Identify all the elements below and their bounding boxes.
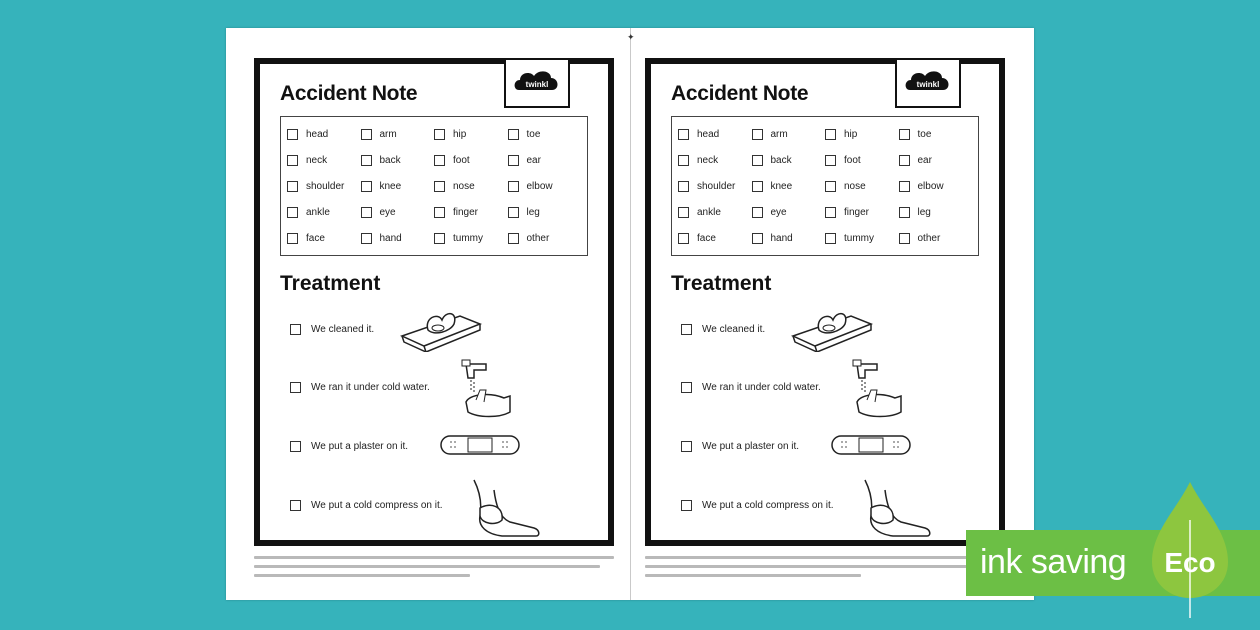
ink-saving-label: ink saving <box>980 543 1127 581</box>
page-title: Accident Note <box>671 82 809 105</box>
checkbox[interactable] <box>899 233 910 244</box>
checkbox[interactable] <box>678 129 689 140</box>
wipes-icon <box>789 302 875 352</box>
body-parts-grid <box>280 116 588 256</box>
body-part-item: neck <box>678 147 752 173</box>
body-parts-grid <box>671 116 979 256</box>
treatment-item: We ran it under cold water. <box>290 382 430 393</box>
tap-water-icon <box>460 356 516 422</box>
accident-note-page-left <box>254 58 614 546</box>
checkbox[interactable] <box>678 207 689 218</box>
checkbox[interactable] <box>825 207 836 218</box>
body-part-item: ear <box>508 147 582 173</box>
body-part-item: back <box>752 147 826 173</box>
body-part-item: toe <box>899 121 973 147</box>
checkbox[interactable] <box>434 129 445 140</box>
printable-sheet <box>226 28 1034 600</box>
checkbox[interactable] <box>361 129 372 140</box>
body-part-item: shoulder <box>678 173 752 199</box>
body-part-item: head <box>678 121 752 147</box>
checkbox[interactable] <box>825 233 836 244</box>
checkbox[interactable] <box>899 155 910 166</box>
checkbox[interactable] <box>508 129 519 140</box>
body-part-item: toe <box>508 121 582 147</box>
treatment-item: We cleaned it. <box>290 324 374 335</box>
body-part-item: leg <box>508 199 582 225</box>
body-part-item: other <box>899 225 973 251</box>
checkbox[interactable] <box>361 181 372 192</box>
checkbox[interactable] <box>290 324 301 335</box>
cold-compress-icon <box>851 478 933 542</box>
checkbox[interactable] <box>899 129 910 140</box>
body-part-item: arm <box>752 121 826 147</box>
checkbox[interactable] <box>508 155 519 166</box>
checkbox[interactable] <box>434 207 445 218</box>
fold-mark-icon: ✦ <box>627 32 635 42</box>
checkbox[interactable] <box>678 155 689 166</box>
body-part-item: tummy <box>825 225 899 251</box>
body-part-item: elbow <box>899 173 973 199</box>
checkbox[interactable] <box>508 233 519 244</box>
checkbox[interactable] <box>752 129 763 140</box>
checkbox[interactable] <box>681 382 692 393</box>
body-part-item: finger <box>434 199 508 225</box>
body-part-item: other <box>508 225 582 251</box>
treatment-item: We put a plaster on it. <box>290 441 408 452</box>
checkbox[interactable] <box>434 155 445 166</box>
checkbox[interactable] <box>752 181 763 192</box>
checkbox[interactable] <box>825 129 836 140</box>
body-part-item: eye <box>752 199 826 225</box>
checkbox[interactable] <box>287 129 298 140</box>
checkbox[interactable] <box>899 181 910 192</box>
cold-compress-icon <box>460 478 542 542</box>
body-part-item: hand <box>752 225 826 251</box>
treatment-item: We put a cold compress on it. <box>290 500 443 511</box>
body-part-item: ankle <box>287 199 361 225</box>
treatment-title: Treatment <box>280 272 381 295</box>
treatment-item: We put a cold compress on it. <box>681 500 834 511</box>
wipes-icon <box>398 302 484 352</box>
treatment-item: We ran it under cold water. <box>681 382 821 393</box>
body-part-item: hand <box>361 225 435 251</box>
checkbox[interactable] <box>434 233 445 244</box>
eco-tag: Eco <box>1164 547 1216 578</box>
checkbox[interactable] <box>752 207 763 218</box>
body-part-item: leg <box>899 199 973 225</box>
checkbox[interactable] <box>681 441 692 452</box>
twinkl-logo <box>895 58 961 108</box>
body-part-item: back <box>361 147 435 173</box>
checkbox[interactable] <box>825 155 836 166</box>
checkbox[interactable] <box>290 382 301 393</box>
checkbox[interactable] <box>752 155 763 166</box>
body-part-item: tummy <box>434 225 508 251</box>
body-part-item: foot <box>825 147 899 173</box>
body-part-item: face <box>287 225 361 251</box>
treatment-item: We put a plaster on it. <box>681 441 799 452</box>
svg-text:twinkl: twinkl <box>916 80 940 89</box>
checkbox[interactable] <box>825 181 836 192</box>
checkbox[interactable] <box>361 233 372 244</box>
page-title: Accident Note <box>280 82 418 105</box>
body-part-item: head <box>287 121 361 147</box>
checkbox[interactable] <box>287 233 298 244</box>
checkbox[interactable] <box>287 155 298 166</box>
fine-print-footer <box>254 550 614 586</box>
checkbox[interactable] <box>290 441 301 452</box>
body-part-item: arm <box>361 121 435 147</box>
body-part-item: finger <box>825 199 899 225</box>
treatment-item: We cleaned it. <box>681 324 765 335</box>
body-part-item: knee <box>752 173 826 199</box>
plaster-icon <box>440 434 520 456</box>
eco-leaf-icon <box>1148 480 1232 620</box>
checkbox[interactable] <box>361 155 372 166</box>
body-part-item: hip <box>434 121 508 147</box>
treatment-title: Treatment <box>671 272 772 295</box>
body-part-item: neck <box>287 147 361 173</box>
checkbox[interactable] <box>434 181 445 192</box>
body-part-item: hip <box>825 121 899 147</box>
svg-text:twinkl: twinkl <box>525 80 549 89</box>
body-part-item: ankle <box>678 199 752 225</box>
checkbox[interactable] <box>681 324 692 335</box>
checkbox[interactable] <box>287 181 298 192</box>
checkbox[interactable] <box>899 207 910 218</box>
body-part-item: nose <box>434 173 508 199</box>
checkbox[interactable] <box>678 181 689 192</box>
checkbox[interactable] <box>752 233 763 244</box>
checkbox[interactable] <box>678 233 689 244</box>
checkbox[interactable] <box>681 500 692 511</box>
plaster-icon <box>831 434 911 456</box>
checkbox[interactable] <box>508 181 519 192</box>
checkbox[interactable] <box>361 207 372 218</box>
body-part-item: nose <box>825 173 899 199</box>
checkbox[interactable] <box>508 207 519 218</box>
body-part-item: knee <box>361 173 435 199</box>
accident-note-page-right <box>645 58 1005 546</box>
checkbox[interactable] <box>287 207 298 218</box>
body-part-item: elbow <box>508 173 582 199</box>
twinkl-logo <box>504 58 570 108</box>
body-part-item: face <box>678 225 752 251</box>
fold-line <box>630 28 631 600</box>
fine-print-footer <box>645 550 1005 586</box>
checkbox[interactable] <box>290 500 301 511</box>
tap-water-icon <box>851 356 907 422</box>
body-part-item: foot <box>434 147 508 173</box>
body-part-item: ear <box>899 147 973 173</box>
body-part-item: shoulder <box>287 173 361 199</box>
body-part-item: eye <box>361 199 435 225</box>
